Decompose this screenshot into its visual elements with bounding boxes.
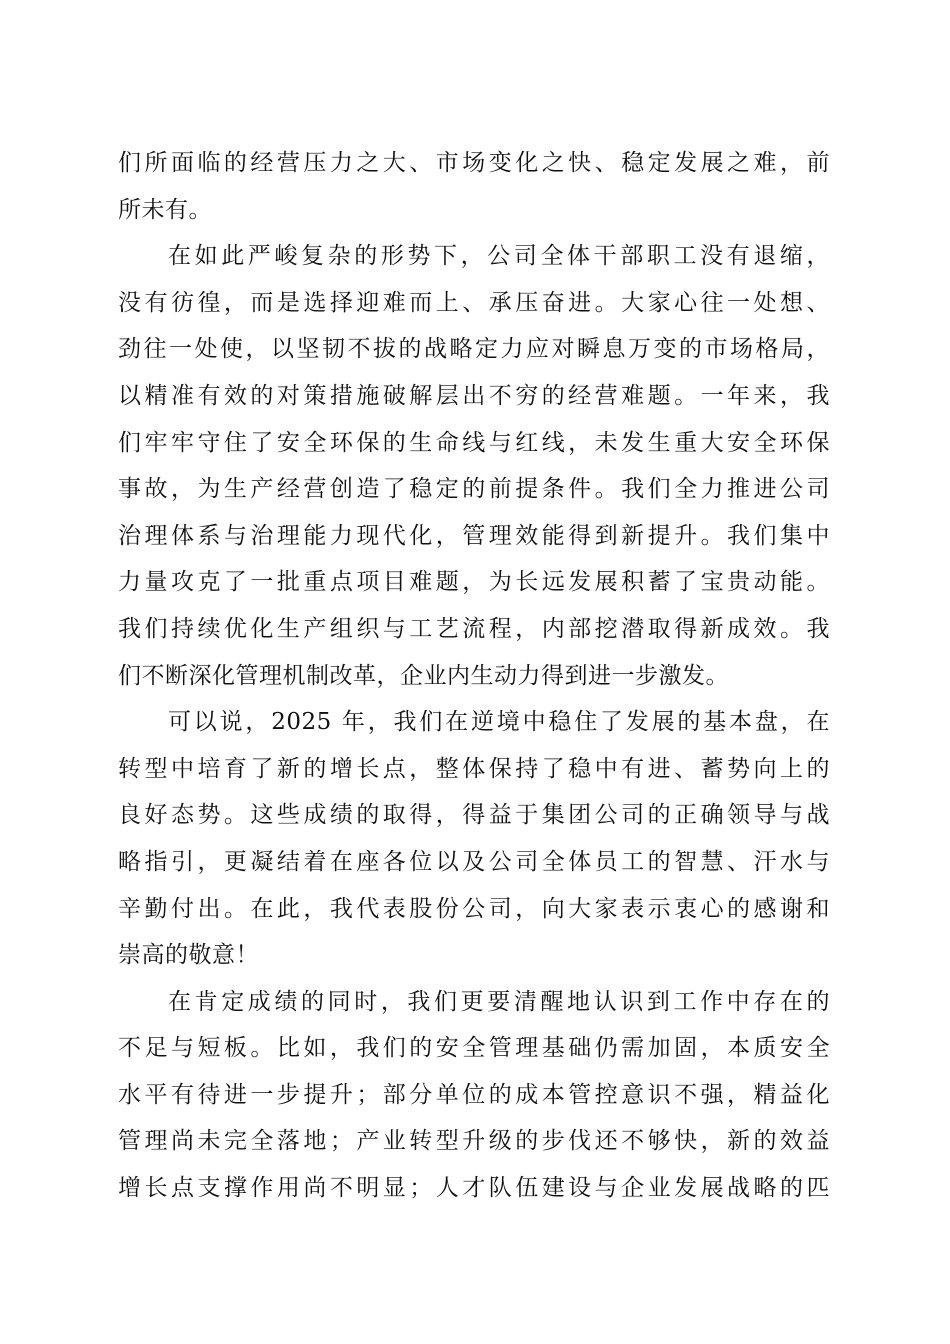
paragraph-2-line-1: 在如此严峻复杂的形势下，公司全体干部职工没有退缩， xyxy=(168,243,830,270)
paragraph-4-line-1: 在肯定成绩的同时，我们更要清醒地认识到工作中存在的 xyxy=(168,988,830,1015)
paragraph-4-line-2: 不足与短板。比如，我们的安全管理基础仍需加固，本质安全 xyxy=(118,1035,830,1062)
paragraph-4-line-5: 增长点支撑作用尚不明显；人才队伍建设与企业发展战略的匹 xyxy=(118,1175,830,1202)
document-body xyxy=(118,140,830,1212)
paragraph-2-line-6: 事故，为生产经营创造了稳定的前提条件。我们全力推进公司 xyxy=(118,476,830,503)
paragraph-2-line-10: 们不断深化管理机制改革，企业内生动力得到进一步激发。 xyxy=(118,662,729,689)
paragraph-3-line-5: 辛勤付出。在此，我代表股份公司，向大家表示衷心的感谢和 xyxy=(118,895,830,922)
paragraph-3-line-3: 良好态势。这些成绩的取得，得益于集团公司的正确领导与战 xyxy=(118,802,830,829)
paragraph-2-line-2: 没有彷徨，而是选择迎难而上、承压奋进。大家心往一处想、 xyxy=(118,289,830,316)
paragraph-2-line-4: 以精准有效的对策措施破解层出不穷的经营难题。一年来，我 xyxy=(118,382,830,409)
paragraph-1-line-2: 所未有。 xyxy=(118,196,212,223)
paragraph-2-line-8: 力量攻克了一批重点项目难题，为长远发展积蓄了宝贵动能。 xyxy=(118,569,830,596)
paragraph-1-line-1: 们所面临的经营压力之大、市场变化之快、稳定发展之难，前 xyxy=(118,150,830,176)
paragraph-4-line-4: 管理尚未完全落地；产业转型升级的步伐还不够快，新的效益 xyxy=(118,1128,830,1155)
paragraph-3-line-2: 转型中培育了新的增长点，整体保持了稳中有进、蓄势向上的 xyxy=(118,755,830,782)
paragraph-3-line-1: 可以说，2025 年，我们在逆境中稳住了发展的基本盘，在 xyxy=(168,709,830,736)
paragraph-4-line-3: 水平有待进一步提升；部分单位的成本管控意识不强，精益化 xyxy=(118,1081,830,1108)
paragraph-2-line-9: 我们持续优化生产组织与工艺流程，内部挖潜取得新成效。我 xyxy=(118,615,830,642)
paragraph-2-line-3: 劲往一处使，以坚韧不拔的战略定力应对瞬息万变的市场格局， xyxy=(118,336,830,363)
paragraph-2-line-5: 们牢牢守住了安全环保的生命线与红线，未发生重大安全环保 xyxy=(118,429,830,456)
paragraph-2-line-7: 治理体系与治理能力现代化，管理效能得到新提升。我们集中 xyxy=(118,522,830,549)
paragraph-3-line-6: 崇高的敬意！ xyxy=(118,942,259,969)
paragraph-3-line-4: 略指引，更凝结着在座各位以及公司全体员工的智慧、汗水与 xyxy=(118,848,830,875)
